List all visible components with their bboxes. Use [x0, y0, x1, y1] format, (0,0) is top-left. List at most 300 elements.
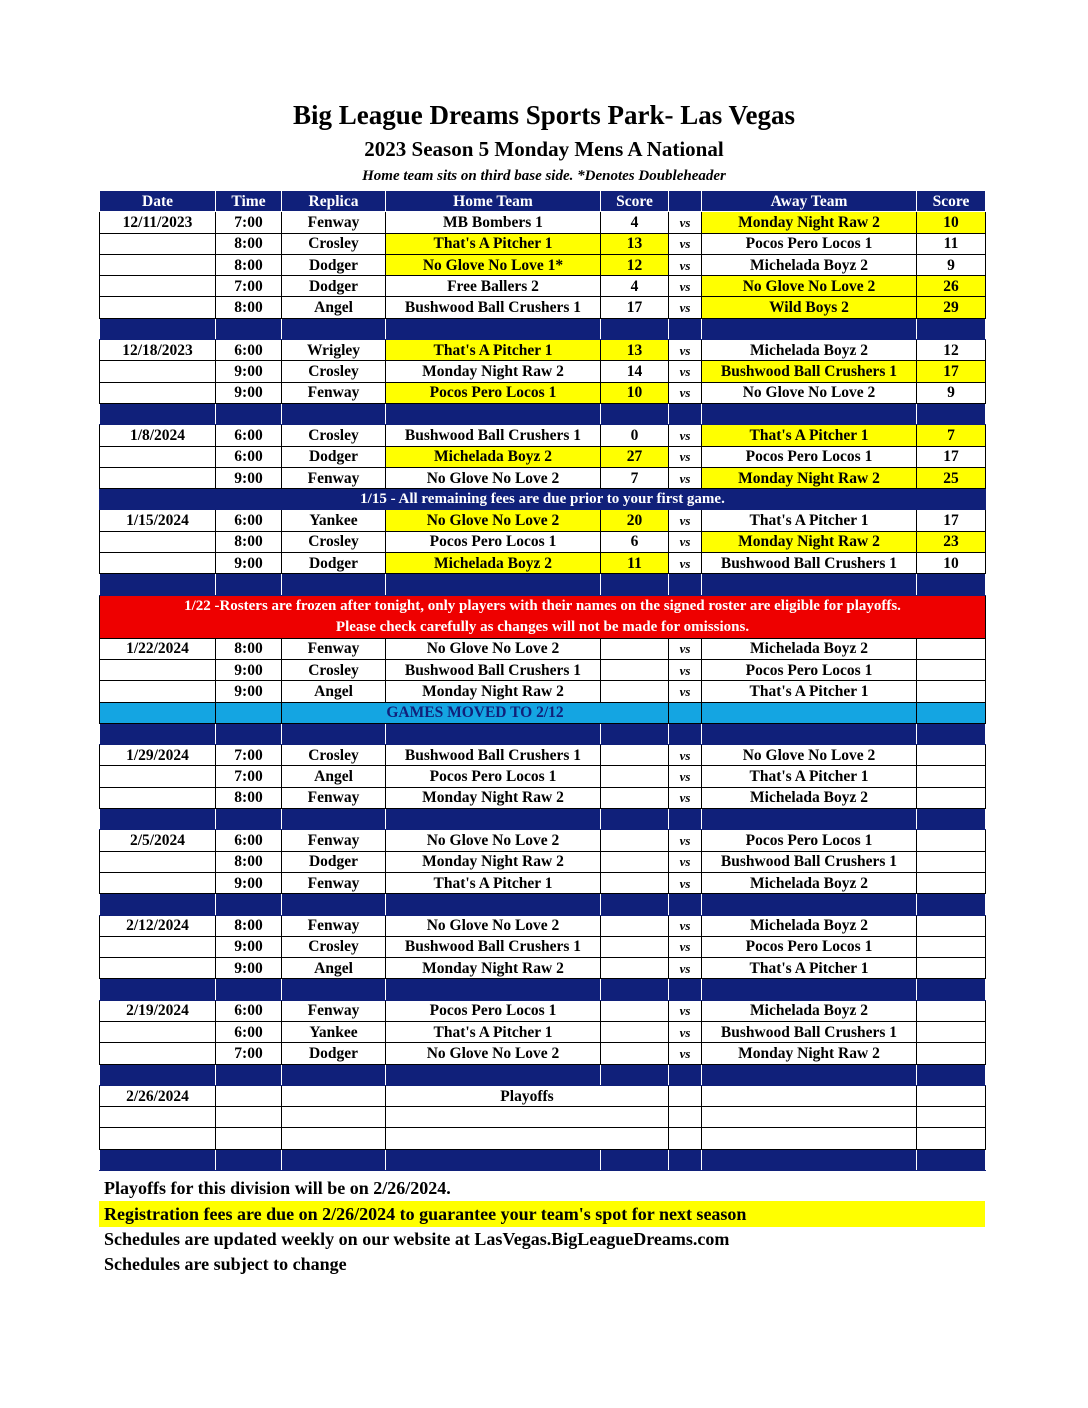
col-vs-header	[669, 191, 702, 212]
game-date	[100, 446, 216, 467]
game-time: 9:00	[216, 681, 282, 702]
game-field: Angel	[282, 766, 386, 787]
blank-cell	[669, 1128, 702, 1149]
game-date	[100, 851, 216, 872]
separator-cell	[669, 894, 702, 915]
separator-cell	[917, 979, 986, 1000]
game-date	[100, 553, 216, 574]
game-date	[100, 681, 216, 702]
blank-cell	[100, 1128, 216, 1149]
games-moved-notice: GAMES MOVED TO 2/12	[282, 702, 669, 723]
separator-cell	[100, 318, 216, 339]
separator-cell	[100, 1064, 216, 1085]
home-score: 4	[601, 276, 669, 297]
empty-row	[100, 1107, 986, 1128]
away-score	[917, 1043, 986, 1064]
game-time: 6:00	[216, 830, 282, 851]
separator-cell	[386, 1149, 601, 1170]
game-time: 6:00	[216, 1021, 282, 1042]
table-row	[100, 297, 986, 318]
vs-label: vs	[669, 851, 702, 872]
blank-cell	[216, 702, 282, 723]
blank-cell	[669, 702, 702, 723]
separator-cell	[100, 403, 216, 424]
game-date	[100, 467, 216, 488]
away-team: Michelada Boyz 2	[702, 787, 917, 808]
table-row	[100, 382, 986, 403]
separator-cell	[216, 894, 282, 915]
game-field: Crosley	[282, 659, 386, 680]
game-date	[100, 254, 216, 275]
away-score	[917, 787, 986, 808]
game-date	[100, 297, 216, 318]
away-score	[917, 936, 986, 957]
home-team: Monday Night Raw 2	[386, 361, 601, 382]
game-date	[100, 659, 216, 680]
separator-cell	[601, 809, 669, 830]
separator-cell	[282, 1064, 386, 1085]
home-score: 0	[601, 425, 669, 446]
empty-row	[100, 1128, 986, 1149]
game-date	[100, 787, 216, 808]
game-field: Crosley	[282, 531, 386, 552]
game-time: 6:00	[216, 425, 282, 446]
game-time: 9:00	[216, 936, 282, 957]
game-time: 8:00	[216, 531, 282, 552]
separator-cell	[669, 1149, 702, 1170]
week-separator	[100, 318, 986, 339]
home-team: MB Bombers 1	[386, 212, 601, 233]
away-team: No Glove No Love 2	[702, 276, 917, 297]
separator-cell	[669, 723, 702, 744]
table-header-row	[100, 191, 986, 212]
away-score	[917, 872, 986, 893]
table-row	[100, 787, 986, 808]
separator-cell	[100, 1149, 216, 1170]
home-team: Monday Night Raw 2	[386, 958, 601, 979]
away-team: That's A Pitcher 1	[702, 425, 917, 446]
separator-cell	[702, 318, 917, 339]
blank-cell	[669, 1107, 702, 1128]
home-team: That's A Pitcher 1	[386, 340, 601, 361]
schedule-body	[100, 212, 986, 1171]
away-team: Bushwood Ball Crushers 1	[702, 361, 917, 382]
game-date	[100, 958, 216, 979]
vs-label: vs	[669, 659, 702, 680]
game-date: 1/8/2024	[100, 425, 216, 446]
home-score	[601, 638, 669, 659]
away-score	[917, 638, 986, 659]
game-date: 2/5/2024	[100, 830, 216, 851]
week-separator	[100, 1149, 986, 1170]
schedule-note: Home team sits on third base side. *Denotes Doubleheader	[362, 168, 726, 184]
separator-cell	[386, 979, 601, 1000]
separator-cell	[917, 723, 986, 744]
table-row	[100, 659, 986, 680]
home-score: 20	[601, 510, 669, 531]
game-field: Dodger	[282, 851, 386, 872]
separator-cell	[702, 979, 917, 1000]
separator-cell	[601, 318, 669, 339]
separator-cell	[669, 403, 702, 424]
away-team: Michelada Boyz 2	[702, 1000, 917, 1021]
separator-cell	[669, 318, 702, 339]
table-row	[100, 958, 986, 979]
separator-cell	[282, 318, 386, 339]
separator-cell	[917, 574, 986, 595]
game-time: 6:00	[216, 340, 282, 361]
home-score	[601, 872, 669, 893]
separator-cell	[282, 894, 386, 915]
table-row	[100, 766, 986, 787]
separator-cell	[100, 979, 216, 1000]
separator-cell	[386, 1064, 601, 1085]
separator-cell	[917, 318, 986, 339]
vs-label: vs	[669, 276, 702, 297]
page-title: Big League Dreams Sports Park- Las Vegas	[292, 100, 796, 130]
game-time: 7:00	[216, 766, 282, 787]
separator-cell	[702, 574, 917, 595]
col-away-score-header: Score	[917, 191, 986, 212]
game-date: 2/19/2024	[100, 1000, 216, 1021]
home-score: 7	[601, 467, 669, 488]
away-score	[917, 851, 986, 872]
blank-cell	[282, 1107, 386, 1128]
game-field: Angel	[282, 958, 386, 979]
table-row	[100, 745, 986, 766]
home-team: No Glove No Love 2	[386, 467, 601, 488]
home-score: 13	[601, 340, 669, 361]
separator-cell	[601, 979, 669, 1000]
col-away-team-header: Away Team	[702, 191, 917, 212]
game-field: Crosley	[282, 361, 386, 382]
separator-cell	[917, 1064, 986, 1085]
away-team: Monday Night Raw 2	[702, 1043, 917, 1064]
away-score: 17	[917, 510, 986, 531]
week-separator	[100, 403, 986, 424]
week-separator	[100, 809, 986, 830]
blank-cell	[216, 1128, 282, 1149]
blank-cell	[917, 1107, 986, 1128]
away-team: Bushwood Ball Crushers 1	[702, 1021, 917, 1042]
vs-label: vs	[669, 1021, 702, 1042]
home-score: 13	[601, 233, 669, 254]
separator-cell	[702, 403, 917, 424]
vs-label: vs	[669, 745, 702, 766]
away-team: Bushwood Ball Crushers 1	[702, 851, 917, 872]
home-team: Michelada Boyz 2	[386, 446, 601, 467]
home-score	[601, 766, 669, 787]
blank-cell	[282, 1128, 386, 1149]
vs-label: vs	[669, 361, 702, 382]
away-score: 17	[917, 361, 986, 382]
away-score	[917, 1021, 986, 1042]
away-score	[917, 915, 986, 936]
vs-label: vs	[669, 467, 702, 488]
home-team: Bushwood Ball Crushers 1	[386, 297, 601, 318]
game-field: Fenway	[282, 787, 386, 808]
home-score	[601, 1043, 669, 1064]
separator-cell	[100, 894, 216, 915]
blank-cell	[669, 1085, 702, 1106]
separator-cell	[669, 574, 702, 595]
blank-cell	[702, 1107, 917, 1128]
game-date	[100, 872, 216, 893]
away-team: No Glove No Love 2	[702, 745, 917, 766]
home-team: Monday Night Raw 2	[386, 681, 601, 702]
home-team: No Glove No Love 2	[386, 830, 601, 851]
game-date	[100, 936, 216, 957]
roster-notice	[100, 595, 986, 638]
separator-cell	[100, 809, 216, 830]
away-team: Pocos Pero Locos 1	[702, 233, 917, 254]
table-row	[100, 276, 986, 297]
game-field: Fenway	[282, 382, 386, 403]
col-time-header: Time	[216, 191, 282, 212]
table-row	[100, 361, 986, 382]
separator-cell	[702, 809, 917, 830]
game-date	[100, 766, 216, 787]
separator-cell	[282, 723, 386, 744]
separator-cell	[601, 894, 669, 915]
games-moved-row	[100, 702, 986, 723]
game-field: Yankee	[282, 510, 386, 531]
separator-cell	[216, 723, 282, 744]
away-team: Monday Night Raw 2	[702, 531, 917, 552]
home-score	[601, 1000, 669, 1021]
vs-label: vs	[669, 681, 702, 702]
separator-cell	[100, 723, 216, 744]
away-team: Michelada Boyz 2	[702, 254, 917, 275]
game-field: Angel	[282, 297, 386, 318]
vs-label: vs	[669, 958, 702, 979]
fees-notice: 1/15 - All remaining fees are due prior to your first game.	[100, 489, 986, 510]
away-score: 23	[917, 531, 986, 552]
home-team: No Glove No Love 2	[386, 915, 601, 936]
game-field: Fenway	[282, 212, 386, 233]
vs-label: vs	[669, 936, 702, 957]
game-field: Yankee	[282, 1021, 386, 1042]
home-team: Monday Night Raw 2	[386, 787, 601, 808]
table-row	[100, 681, 986, 702]
separator-cell	[386, 809, 601, 830]
game-field: Fenway	[282, 467, 386, 488]
game-field: Crosley	[282, 745, 386, 766]
separator-cell	[386, 894, 601, 915]
away-score: 11	[917, 233, 986, 254]
away-score	[917, 958, 986, 979]
home-team: No Glove No Love 2	[386, 638, 601, 659]
game-time: 9:00	[216, 382, 282, 403]
separator-cell	[386, 403, 601, 424]
home-score	[601, 915, 669, 936]
page-subtitle: 2023 Season 5 Monday Mens A National	[364, 137, 724, 161]
fees-notice-row	[100, 489, 986, 510]
vs-label: vs	[669, 915, 702, 936]
separator-cell	[282, 574, 386, 595]
home-team: Pocos Pero Locos 1	[386, 1000, 601, 1021]
home-score	[601, 745, 669, 766]
separator-cell	[917, 403, 986, 424]
game-field: Fenway	[282, 830, 386, 851]
home-team: No Glove No Love 2	[386, 510, 601, 531]
game-time: 7:00	[216, 276, 282, 297]
game-time: 7:00	[216, 1043, 282, 1064]
away-score: 25	[917, 467, 986, 488]
vs-label: vs	[669, 787, 702, 808]
table-row	[100, 872, 986, 893]
vs-label: vs	[669, 340, 702, 361]
vs-label: vs	[669, 638, 702, 659]
footer-playoffs-note: Playoffs for this division will be on 2/26/2024.	[104, 1178, 451, 1198]
separator-cell	[282, 979, 386, 1000]
away-score: 10	[917, 212, 986, 233]
game-field: Dodger	[282, 446, 386, 467]
away-team: Pocos Pero Locos 1	[702, 446, 917, 467]
table-row	[100, 531, 986, 552]
home-score	[601, 830, 669, 851]
vs-label: vs	[669, 872, 702, 893]
home-team: Pocos Pero Locos 1	[386, 382, 601, 403]
game-field: Fenway	[282, 915, 386, 936]
blank-cell	[702, 1085, 917, 1106]
home-score: 12	[601, 254, 669, 275]
home-score: 11	[601, 553, 669, 574]
separator-cell	[917, 894, 986, 915]
home-team: That's A Pitcher 1	[386, 872, 601, 893]
vs-label: vs	[669, 1043, 702, 1064]
separator-cell	[917, 1149, 986, 1170]
table-row	[100, 425, 986, 446]
game-time: 7:00	[216, 745, 282, 766]
separator-cell	[601, 403, 669, 424]
game-time: 8:00	[216, 297, 282, 318]
game-field: Crosley	[282, 936, 386, 957]
game-field: Fenway	[282, 1000, 386, 1021]
away-score: 29	[917, 297, 986, 318]
separator-cell	[601, 723, 669, 744]
blank-cell	[702, 702, 917, 723]
blank-cell	[216, 1107, 282, 1128]
table-row	[100, 851, 986, 872]
roster-notice-row	[100, 595, 986, 638]
home-score	[601, 1021, 669, 1042]
blank-cell	[100, 1107, 216, 1128]
home-score: 14	[601, 361, 669, 382]
game-date	[100, 382, 216, 403]
game-date	[100, 1021, 216, 1042]
away-score: 7	[917, 425, 986, 446]
vs-label: vs	[669, 553, 702, 574]
separator-cell	[216, 979, 282, 1000]
home-score	[601, 958, 669, 979]
game-time: 6:00	[216, 510, 282, 531]
week-separator	[100, 574, 986, 595]
separator-cell	[216, 809, 282, 830]
game-time: 8:00	[216, 638, 282, 659]
separator-cell	[282, 1149, 386, 1170]
game-date: 12/18/2023	[100, 340, 216, 361]
vs-label: vs	[669, 212, 702, 233]
away-score	[917, 659, 986, 680]
table-row	[100, 936, 986, 957]
game-field: Fenway	[282, 638, 386, 659]
away-team: Monday Night Raw 2	[702, 467, 917, 488]
away-score	[917, 830, 986, 851]
separator-cell	[669, 979, 702, 1000]
game-field: Dodger	[282, 254, 386, 275]
home-team: Bushwood Ball Crushers 1	[386, 425, 601, 446]
away-team: That's A Pitcher 1	[702, 681, 917, 702]
away-team: That's A Pitcher 1	[702, 958, 917, 979]
table-row	[100, 340, 986, 361]
away-team: No Glove No Love 2	[702, 382, 917, 403]
col-home-team-header: Home Team	[386, 191, 601, 212]
game-date: 1/22/2024	[100, 638, 216, 659]
game-time: 8:00	[216, 787, 282, 808]
game-date: 1/29/2024	[100, 745, 216, 766]
game-time: 8:00	[216, 254, 282, 275]
table-row	[100, 915, 986, 936]
away-score: 17	[917, 446, 986, 467]
game-date: 12/11/2023	[100, 212, 216, 233]
home-score	[601, 681, 669, 702]
vs-label: vs	[669, 766, 702, 787]
week-separator	[100, 894, 986, 915]
blank-cell	[282, 1085, 386, 1106]
vs-label: vs	[669, 510, 702, 531]
roster-notice-line2: Please check carefully as changes will not be made for omissions.	[335, 618, 750, 635]
game-date	[100, 276, 216, 297]
away-score: 12	[917, 340, 986, 361]
blank-cell	[216, 1085, 282, 1106]
table-row	[100, 467, 986, 488]
separator-cell	[702, 894, 917, 915]
away-team: Michelada Boyz 2	[702, 872, 917, 893]
away-team: Michelada Boyz 2	[702, 915, 917, 936]
game-time: 6:00	[216, 446, 282, 467]
game-field: Angel	[282, 681, 386, 702]
game-date	[100, 531, 216, 552]
blank-cell	[917, 1085, 986, 1106]
game-field: Wrigley	[282, 340, 386, 361]
game-time: 7:00	[216, 212, 282, 233]
home-team: Pocos Pero Locos 1	[386, 531, 601, 552]
home-score	[601, 659, 669, 680]
separator-cell	[386, 723, 601, 744]
home-team: Bushwood Ball Crushers 1	[386, 745, 601, 766]
separator-cell	[601, 1149, 669, 1170]
table-row	[100, 510, 986, 531]
table-row	[100, 830, 986, 851]
home-score: 4	[601, 212, 669, 233]
table-row	[100, 1000, 986, 1021]
game-date: 1/15/2024	[100, 510, 216, 531]
away-team: Pocos Pero Locos 1	[702, 830, 917, 851]
away-score: 26	[917, 276, 986, 297]
col-date-header: Date	[100, 191, 216, 212]
separator-cell	[216, 1149, 282, 1170]
home-score: 27	[601, 446, 669, 467]
home-team: Bushwood Ball Crushers 1	[386, 659, 601, 680]
home-team: Pocos Pero Locos 1	[386, 766, 601, 787]
home-team: No Glove No Love 2	[386, 1043, 601, 1064]
separator-cell	[601, 1064, 669, 1085]
game-field: Dodger	[282, 1043, 386, 1064]
home-score: 17	[601, 297, 669, 318]
game-field: Crosley	[282, 425, 386, 446]
separator-cell	[601, 574, 669, 595]
